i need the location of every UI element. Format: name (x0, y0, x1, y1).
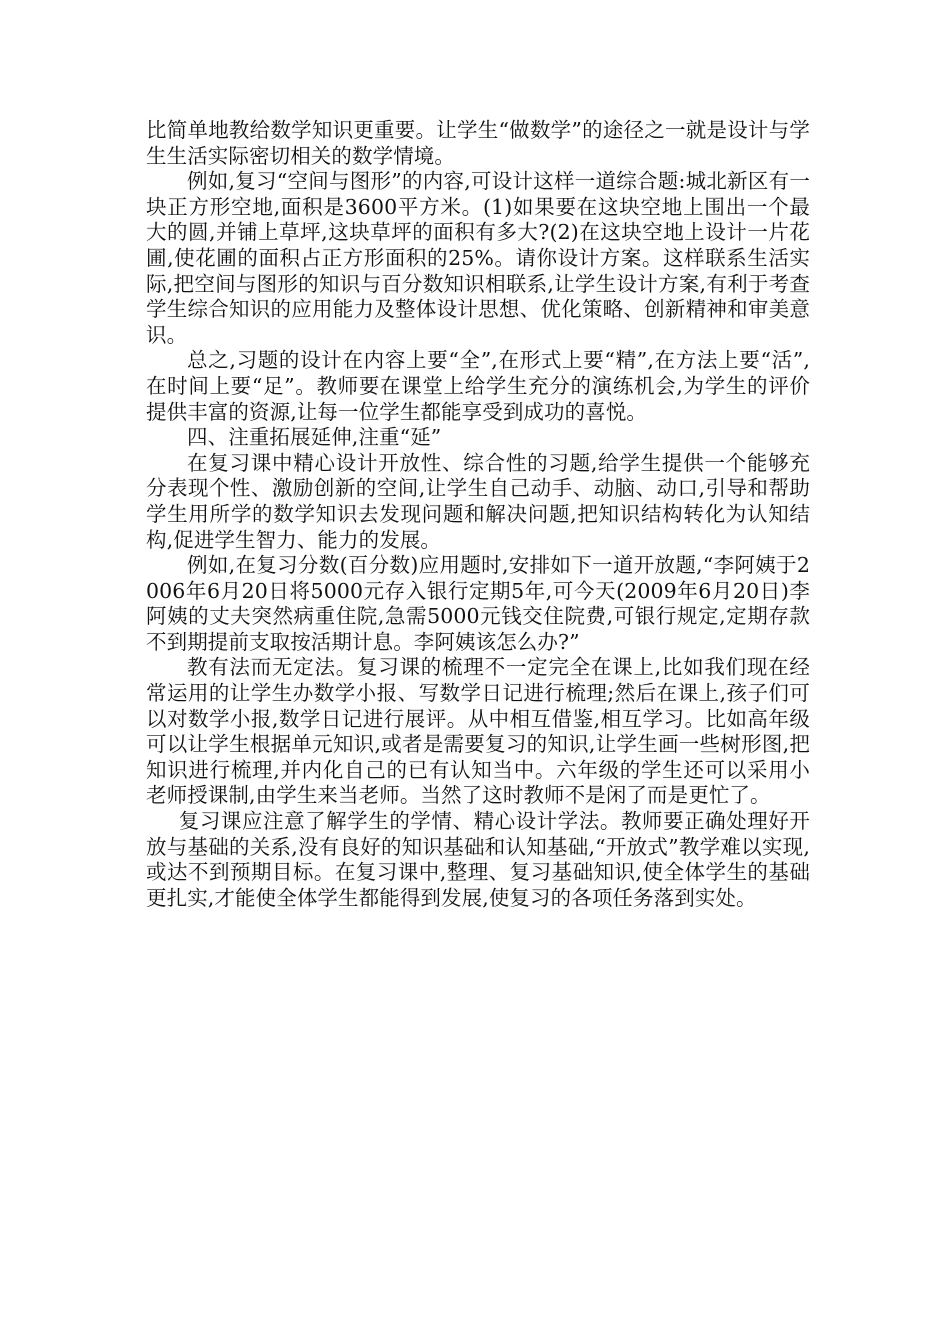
document-body (146, 118, 810, 911)
paragraph-example-geometry: 例如,复习“空间与图形”的内容,可设计这样一道综合题:城北新区有一块正方形空地,面积是3600平方米。(1)如果要在这块空地上围出一个最大的圆,并铺上草坪,这块草坪的面积有多大?(2)在这块空地上设计一片花圃,使花圃的面积占正方形面积的25%。请你设计方案。这样联系生活实际,把空间与图形的知识与百分数知识相联系,让学生设计方案,有利于考查学生综合知识的应用能力及整体设计思想、优化策略、创新精神和审美意识。 (146, 169, 810, 347)
paragraph-open-exercises: 在复习课中精心设计开放性、综合性的习题,给学生提供一个能够充分表现个性、激励创新的空间,让学生自己动手、动脑、动口,引导和帮助学生用所学的数学知识去发现问题和解决问题,把知识结构转化为认知结构,促进学生智力、能力的发展。 (146, 450, 810, 552)
paragraph-intro-continuation: 比简单地教给数学知识更重要。让学生“做数学”的途径之一就是设计与学生生活实际密切相关的数学情境。 (146, 118, 810, 168)
paragraph-summary: 总之,习题的设计在内容上要“全”,在形式上要“精”,在方法上要“活”,在时间上要“足”。教师要在课堂上给学生充分的演练机会,为学生的评价提供丰富的资源,让每一位学生都能享受到成功的喜悦。 (146, 348, 810, 424)
paragraph-example-savings: 例如,在复习分数(百分数)应用题时,安排如下一道开放题,“李阿姨于2006年6月20日将5000元存入银行定期5年,可今天(2009年6月20日)李阿姨的丈夫突然病重住院,急需5000元钱交住院费,可银行规定,定期存款不到期提前支取按活期计息。李阿姨该怎么办?” (146, 553, 810, 654)
paragraph-conclusion: 复习课应注意了解学生的学情、精心设计学法。教师要正确处理好开放与基础的关系,没有良好的知识基础和认知基础,“开放式”教学难以实现,或达不到预期目标。在复习课中,整理、复习基础知识,使全体学生的基础更扎实,才能使全体学生都能得到发展,使复习的各项任务落到实处。 (146, 809, 810, 910)
section-heading-extension: 四、注重拓展延伸,注重“延” (187, 425, 442, 450)
paragraph-teaching-method: 教有法而无定法。复习课的梳理不一定完全在课上,比如我们现在经常运用的让学生办数学小报、写数学日记进行梳理;然后在课上,孩子们可以对数学小报,数学日记进行展评。从中相互借鉴,相互学习。比如高年级可以让学生根据单元知识,或者是需要复习的知识,让学生画一些树形图,把知识进行梳理,并内化自己的已有认知当中。六年级的学生还可以采用小老师授课制,由学生来当老师。当然了这时教师不是闲了而是更忙了。 (146, 655, 810, 808)
